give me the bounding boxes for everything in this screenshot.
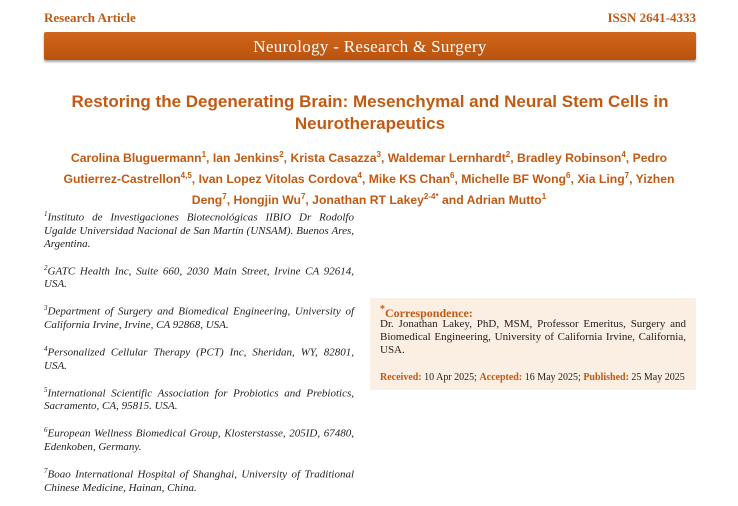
affiliation-number: 7	[44, 466, 48, 475]
author-separator: ,	[625, 151, 633, 166]
author-name: Pedro Gutierrez-Castrellon	[63, 151, 668, 187]
author-affiliation-mark: 1	[541, 192, 547, 202]
author-separator: ,	[380, 151, 388, 166]
author-separator: ,	[191, 172, 199, 187]
author-affiliation-mark: 6	[566, 171, 571, 181]
journal-banner	[44, 32, 696, 60]
author-name: Ian Jenkins	[212, 151, 280, 166]
affiliation-item	[44, 262, 354, 292]
article-title: Restoring the Degenerating Brain: Mesenchymal and Neural Stem Cells in Neurotherapeutics	[71, 92, 669, 133]
affiliation-text: GATC Health Inc, Suite 660, 2030 Main Street, Irvine CA 92614, USA.	[44, 265, 354, 291]
top-line	[44, 10, 696, 28]
author-affiliation-mark: 7	[624, 171, 630, 181]
correspondence-box	[370, 298, 696, 390]
author-affiliation-mark: 4	[357, 171, 362, 181]
author-list	[54, 146, 684, 209]
author-name: Yizhen Deng	[191, 172, 675, 208]
author-affiliation-mark: 7	[300, 192, 306, 202]
correspondence-label: Correspondence:	[385, 306, 473, 320]
affiliation-item	[44, 208, 354, 251]
article-dates: Received: 10 Apr 2025; Accepted: 16 May 2025; Published: 25 May 2025	[380, 372, 685, 383]
author-separator: ,	[305, 193, 313, 208]
affiliation-text: Boao International Hospital of Shanghai, University of Traditional Chinese Medicine, Hainan, China.	[44, 468, 354, 494]
affiliation-item	[44, 302, 354, 332]
author-separator: ,	[454, 172, 462, 187]
author-name: Bradley Robinson	[517, 151, 622, 166]
author-separator: ,	[361, 172, 369, 187]
affiliation-list	[44, 208, 354, 506]
affiliation-number: 3	[44, 304, 48, 313]
author-separator: ,	[226, 193, 234, 208]
affiliation-number: 5	[44, 385, 48, 394]
author-name: Ivan Lopez Vitolas Cordova	[198, 172, 358, 187]
author-name: Waldemar Lernhardt	[387, 151, 506, 166]
article-type: Research Article	[44, 10, 136, 25]
affiliation-number: 2	[44, 263, 48, 272]
published-label: Published:	[583, 372, 629, 383]
affiliation-text: Instituto de Investigaciones Biotecnológicas IIBIO Dr Rodolfo Ugalde Universidad Nacional de San Martín (UNSAM). Buenos Ares, Argentina.	[44, 211, 354, 250]
affiliation-number: 1	[44, 210, 48, 218]
author-affiliation-mark: 2-4*	[423, 192, 439, 202]
affiliation-item	[44, 343, 354, 373]
author-name: Hongjin Wu	[233, 193, 301, 208]
affiliation-number: 6	[44, 426, 48, 435]
accepted-label: Accepted:	[479, 372, 523, 383]
affiliation-text: Personalized Cellular Therapy (PCT) Inc, Sheridan, WY, 82801, USA.	[44, 346, 354, 372]
author-affiliation-mark: 2	[279, 150, 284, 159]
author-affiliation-mark: 7	[222, 192, 227, 202]
affiliation-item	[44, 465, 354, 495]
author-name: Jonathan RT Lakey	[312, 193, 424, 208]
author-name: Xia Ling	[577, 172, 625, 187]
author-affiliation-mark: 1	[201, 150, 207, 159]
received-date: 10 Apr 2025	[424, 372, 475, 383]
affiliation-text: International Scientific Association for Probiotics and Prebiotics, Sacramento, CA, 95815. USA.	[44, 387, 354, 413]
correspondence-mark: *	[380, 304, 385, 315]
affiliation-text: European Wellness Biomedical Group, Klosterstasse, 205ID, 67480, Edenkoben, Germany.	[44, 427, 354, 453]
accepted-date: 16 May 2025	[524, 372, 579, 383]
author-affiliation-mark: 3	[376, 150, 381, 159]
author-separator: ,	[283, 151, 291, 166]
author-name: Michelle BF Wong	[461, 172, 566, 187]
author-name: Carolina Bluguermann	[70, 151, 202, 166]
author-separator: ,	[629, 172, 636, 187]
author-name: Krista Casazza	[290, 151, 377, 166]
affiliation-text: Department of Surgery and Biomedical Engineering, University of California Irvine, Irvine, CA 92868, USA.	[44, 305, 354, 331]
author-affiliation-mark: 6	[450, 171, 455, 181]
author-name: Mike KS Chan	[368, 172, 451, 187]
author-affiliation-mark: 2	[505, 150, 511, 159]
author-affiliation-mark: 4,5	[180, 171, 192, 181]
author-separator: ,	[510, 151, 518, 166]
correspondence-text: Dr. Jonathan Lakey, PhD, MSM, Professor Emeritus, Surgery and Biomedical Engineering, University of California Irvine, California, USA.	[380, 318, 686, 356]
author-name: Adrian Mutto	[466, 193, 542, 208]
author-affiliation-mark: 4	[621, 150, 626, 159]
author-separator: ,	[206, 151, 213, 166]
journal-name: Neurology - Research & Surgery	[253, 37, 487, 56]
affiliation-number: 4	[44, 344, 48, 353]
issn: ISSN 2641-4333	[607, 10, 696, 25]
received-label: Received:	[380, 372, 422, 383]
published-date: 25 May 2025	[631, 372, 685, 383]
author-separator: ,	[570, 172, 578, 187]
affiliation-item	[44, 424, 354, 454]
affiliation-item	[44, 384, 354, 414]
author-separator: and	[438, 193, 467, 208]
